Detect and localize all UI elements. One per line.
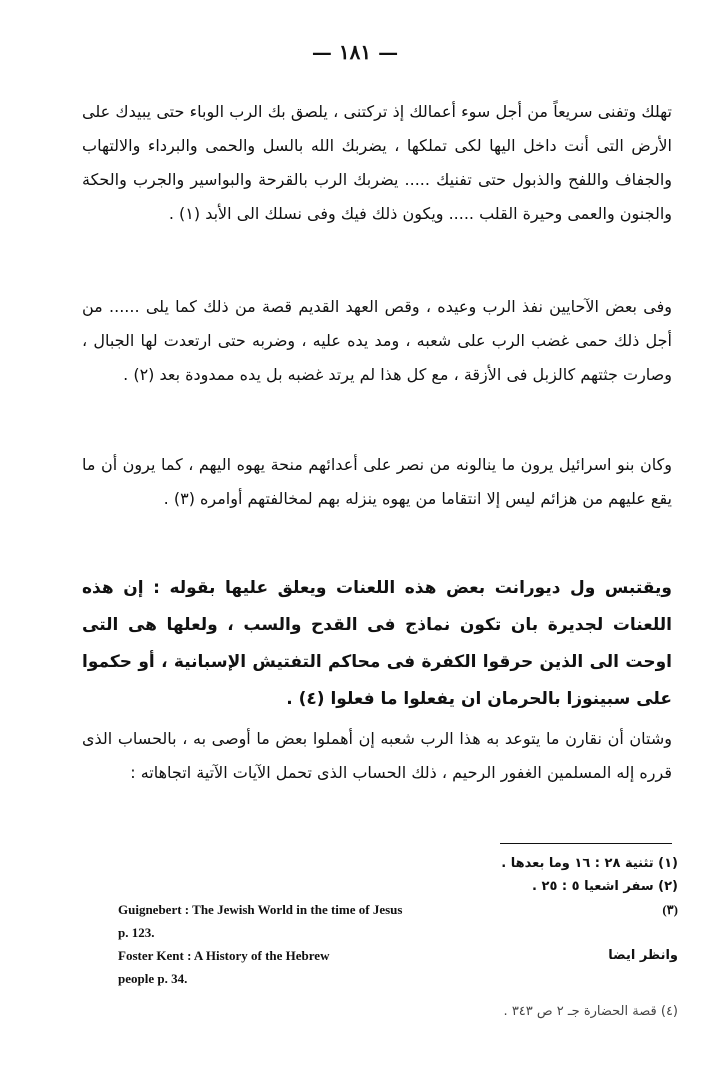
footnote-3 bbox=[118, 898, 678, 921]
footnote-3b-arabic: وانظر ايضا bbox=[608, 948, 678, 963]
footnote-3b-text: Foster Kent : A History of the Hebrew bbox=[118, 948, 330, 963]
footnote-3b bbox=[118, 944, 678, 967]
footnote-3-mark: (٣) bbox=[662, 902, 678, 917]
footnote-4: (٤) قصة الحضارة جـ ٢ ص ٣٤٣ . bbox=[503, 1004, 678, 1019]
body-paragraph-3 bbox=[82, 448, 672, 516]
footnote-2: (٢) سفر اشعيا ٥ : ٢٥ . bbox=[532, 879, 678, 894]
body-paragraph-1 bbox=[82, 95, 672, 231]
footnote-3-text: Guignebert : The Jewish World in the time of Jesus bbox=[118, 902, 403, 917]
body-paragraph-4 bbox=[82, 570, 672, 718]
page-number: — ١٨١ — bbox=[311, 40, 399, 64]
paragraph-text: وشتان أن نقارن ما يتوعد به هذا الرب شعبه إن أهملوا بعض ما أوصى به ، بالحساب الذى قرره إله المسلمين الغفور الرحيم ، ذلك الحساب الذى تحمل الآيات الآتية اتجاهاته : bbox=[82, 729, 672, 782]
footnote-divider bbox=[500, 843, 672, 844]
paragraph-text: ويقتبس ول ديورانت بعض هذه اللعنات ويعلق عليها بقوله : إن هذه اللعنات لجديرة بان تكون نماذج فى القدح والسب ، ولعلها هى التى اوحت الى الذين حرقوا الكفرة فى محاكم التفتيش الإسبانية ، أو حكموا على سبينوزا بالحرمان ان يفعلوا ما فعلوا (٤) . bbox=[82, 578, 672, 709]
paragraph-text: وكان بنو اسرائيل يرون ما ينالونه من نصر على أعدائهم منحة يهوه اليهم ، كما يرون أن ما يقع عليهم من هزائم ليس إلا انتقاما من يهوه ينزله بهم لمخالفتهم أوامره (٣) . bbox=[82, 455, 672, 508]
footnote-1: (١) تثنية ٢٨ : ١٦ وما بعدها . bbox=[501, 856, 678, 871]
body-paragraph-5 bbox=[82, 722, 672, 790]
footnote-3b-page: people p. 34. bbox=[118, 971, 188, 986]
paragraph-text: وفى بعض الآحايين نفذ الرب وعيده ، وقص العهد القديم قصة من ذلك كما يلى ...... من أجل ذلك حمى غضب الرب على شعبه ، ومد يده عليه ، وضربه حتى ارتعدت لها الجبال ، وصارت جثتهم كالزبل فى الأزقة ، مع كل هذا لم يرتد غضبه بل يده ممدودة بعد (٢) . bbox=[82, 297, 672, 384]
paragraph-text: تهلك وتفنى سريعاً من أجل سوء أعمالك إذ تركتنى ، يلصق بك الرب الوباء حتى يبيدك على الأرض التى أنت داخل اليها لكى تملكها ، يضربك الله بالسل والحمى والبرداء والالتهاب والجفاف واللفح والذبول حتى تفنيك ..... يضربك الرب بالقرحة والبواسير والجرب والحكة والجنون والعمى وحيرة القلب ..... ويكون ذلك فيك وفى نسلك الى الأبد (١) . bbox=[82, 102, 672, 223]
footnotes bbox=[118, 852, 678, 1023]
footnote-3-page: p. 123. bbox=[118, 925, 155, 940]
body-paragraph-2 bbox=[82, 290, 672, 392]
